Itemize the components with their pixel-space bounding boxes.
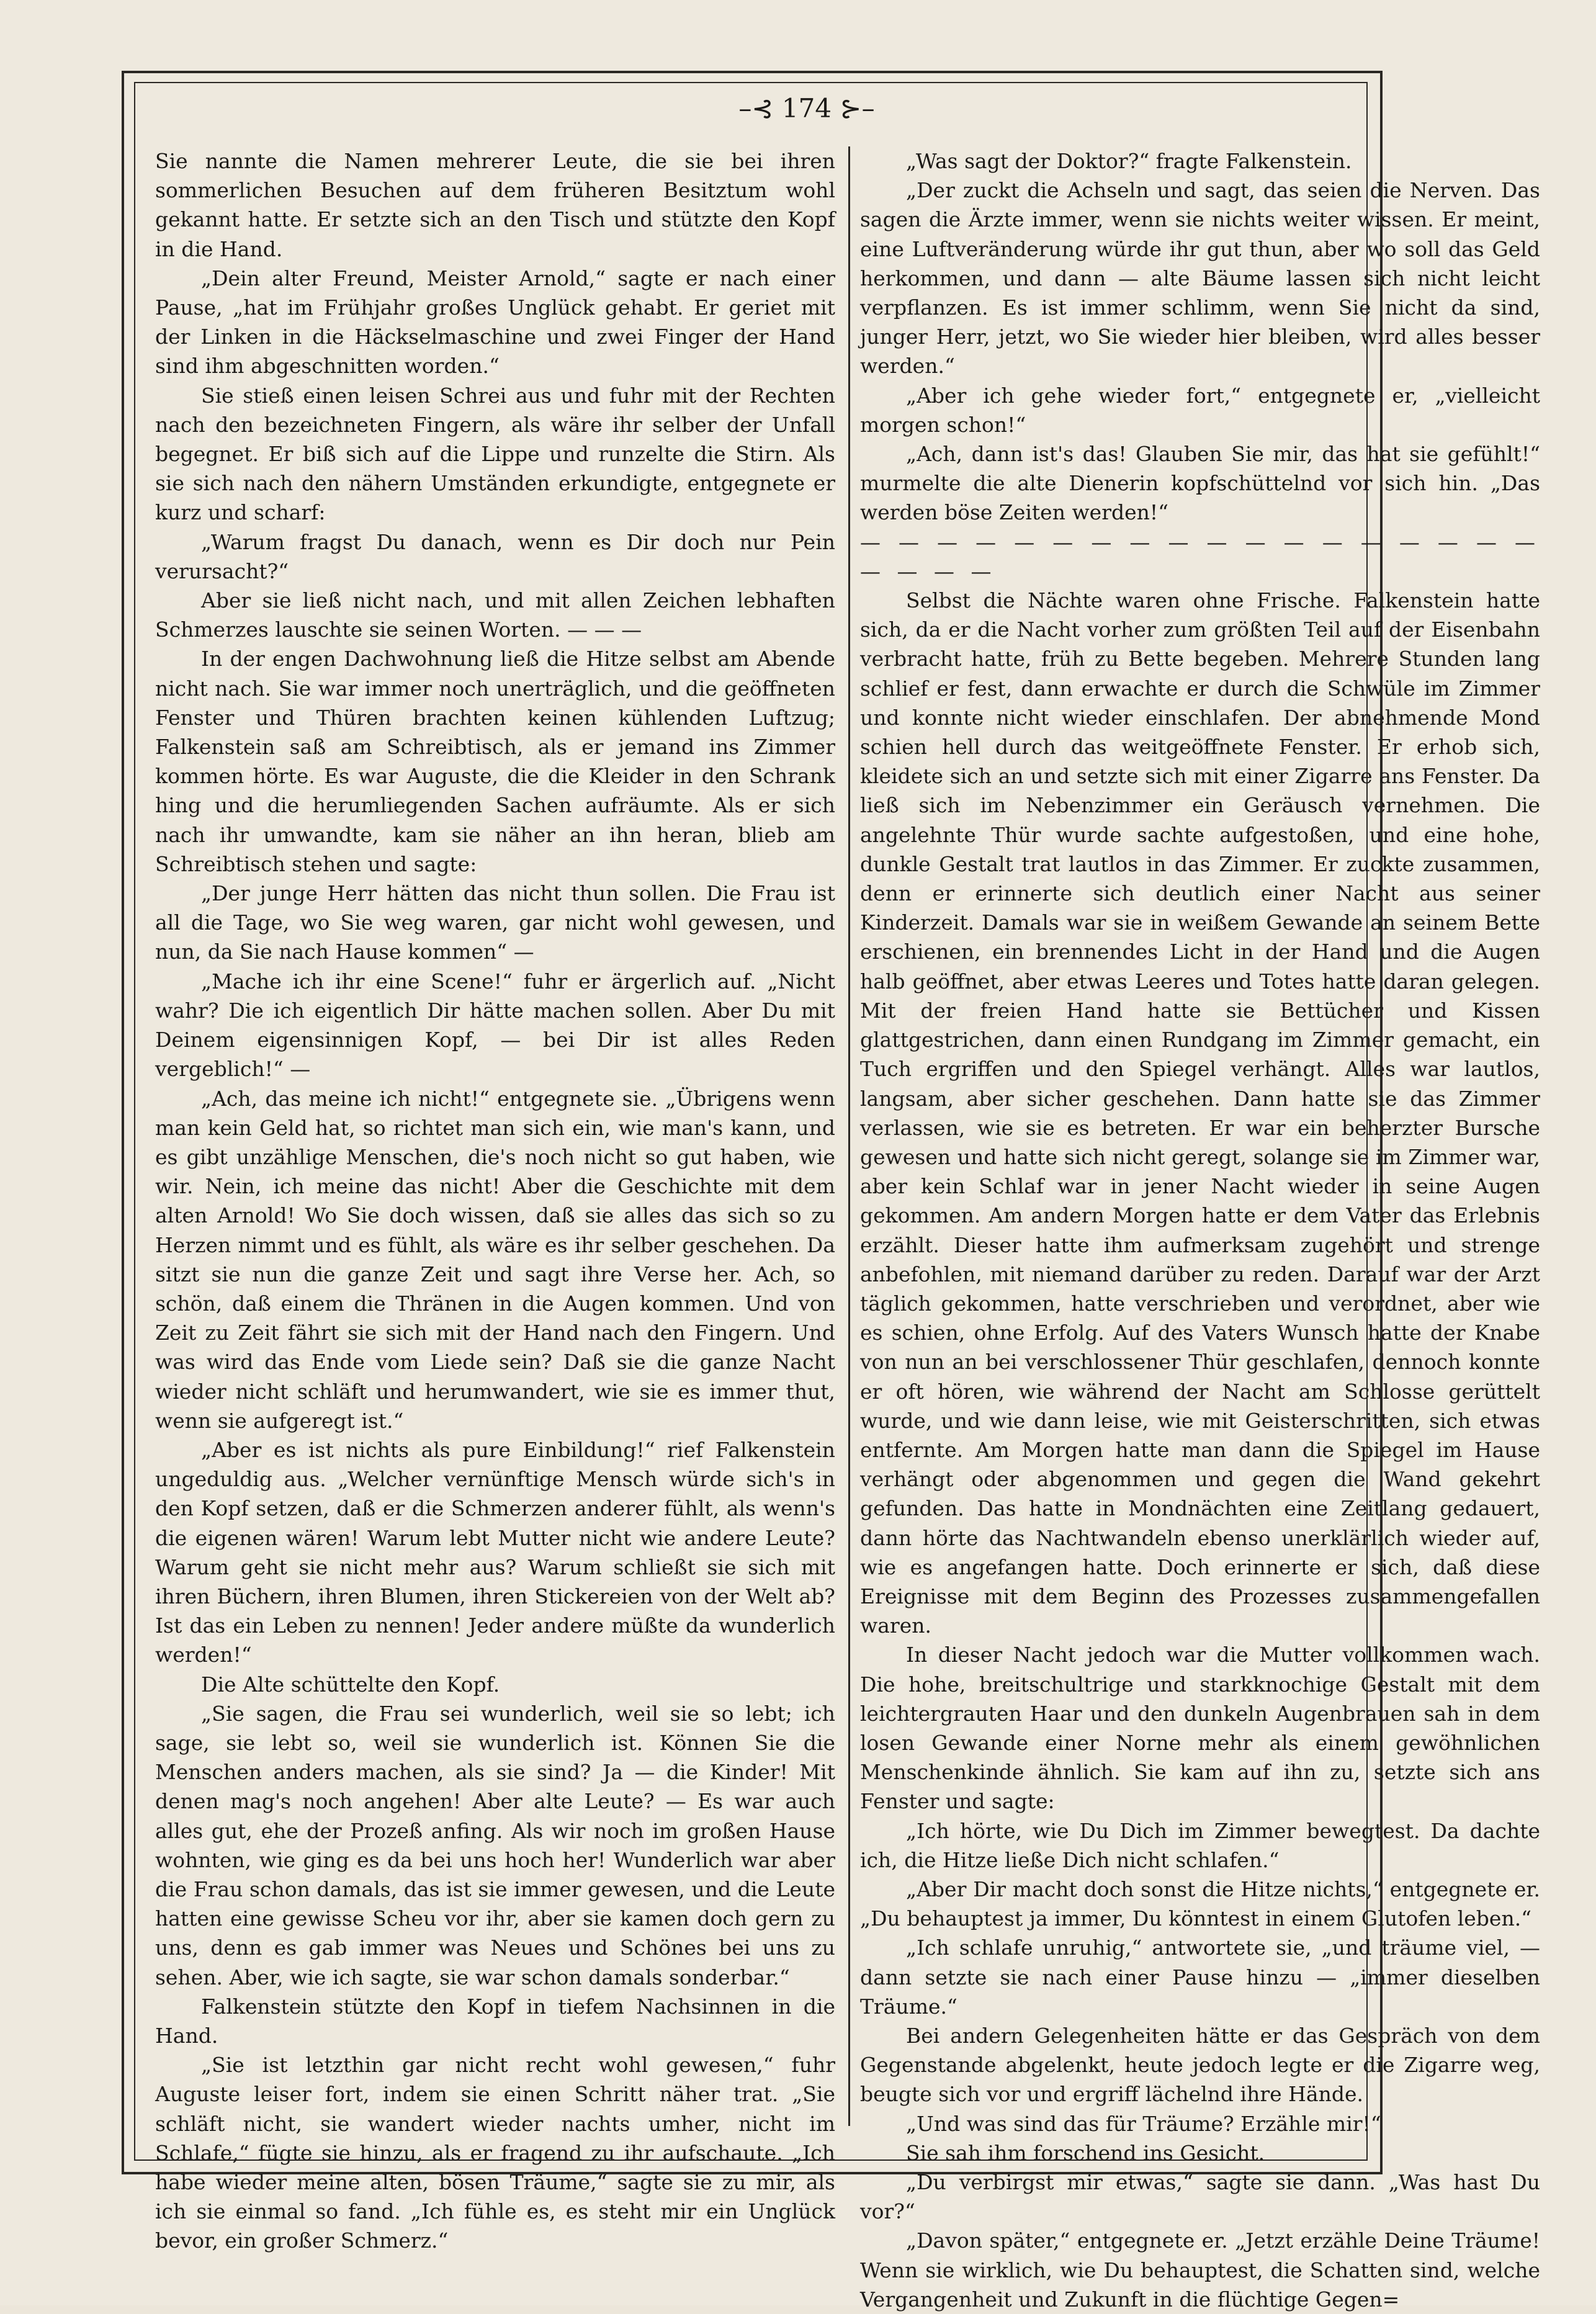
paragraph: „Aber Dir macht doch sonst die Hitze nichts,“ entgegnete er. „Du behauptest ja immer, Du könntest in einem Glutofen leben.“	[860, 1877, 1540, 1931]
paragraph: Die Alte schüttelte den Kopf.	[201, 1672, 500, 1697]
paragraph: „Sie ist letzthin gar nicht recht wohl gewesen,“ fuhr Auguste leiser fort, indem sie einen Schritt näher trat. „Sie schläft nicht, sie wandert wieder nachts umher, nicht im Schlafe,“ fügte sie hinzu, als er fragend zu ihr aufschaute. „Ich habe wieder meine alten, bösen Träume,“ sagte sie zu mir, als ich sie einmal so fand. „Ich fühle es, es steht mir ein Unglück bevor, ein großer Schmerz.“	[155, 2053, 835, 2253]
paragraph: „Ach, dann ist's das! Glauben Sie mir, das hat sie gefühlt!“ murmelte die alte Dienerin kopfschüttelnd vor sich hin. „Das werden böse Zeiten werden!“	[860, 442, 1540, 525]
paragraph: „Ich hörte, wie Du Dich im Zimmer bewegtest. Da dachte ich, die Hitze ließe Dich nicht schlafen.“	[860, 1818, 1540, 1872]
paragraph: In der engen Dachwohnung ließ die Hitze selbst am Abende nicht nach. Sie war immer noch unerträglich, und die geöffneten Fenster und Thüren brachten keinen kühlenden Luftzug; Falkenstein saß am Schreibtisch, als er jemand ins Zimmer kommen hörte. Es war Auguste, die die Kleider in den Schrank hing und die herumliegenden Sachen aufräumte. Als er sich nach ihr umwandte, kam sie näher an ihn heran, blieb am Schreibtisch stehen und sagte:	[155, 647, 835, 876]
paragraph: „Aber ich gehe wieder fort,“ entgegnete er, „vielleicht morgen schon!“	[860, 383, 1540, 437]
paragraph: „Sie sagen, die Frau sei wunderlich, weil sie so lebt; ich sage, sie lebt so, weil sie wunderlich ist. Können Sie die Menschen anders machen, als sie sind? Ja — die Kinder! Mit denen mag's noch angehen! Aber alte Leute? — Es war auch alles gut, ehe der Prozeß anfing. Als wir noch im großen Hause wohnten, wie ging es da bei uns hoch her! Wunderlich war aber die Frau schon damals, das ist sie immer gewesen, und die Leute hatten eine gewisse Scheu vor ihr, aber sie kamen doch gern zu uns, denn es gab immer was Neues und Schönes bei uns zu sehen. Aber, wie ich sagte, sie war schon damals sonderbar.“	[155, 1701, 835, 1989]
paragraph: Selbst die Nächte waren ohne Frische. Falkenstein hatte sich, da er die Nacht vorher zum größten Teil auf der Eisenbahn verbracht hatte, früh zu Bette begeben. Mehrere Stunden lang schlief er fest, dann erwachte er durch die Schwüle im Zimmer und konnte nicht wieder einschlafen. Der abnehmende Mond schien hell durch das weitgeöffnete Fenster. Er erhob sich, kleidete sich an und setzte sich mit einer Zigarre ans Fenster. Da ließ sich im Nebenzimmer ein Geräusch vernehmen. Die angelehnte Thür wurde sachte aufgestoßen, und eine hohe, dunkle Gestalt trat lautlos in das Zimmer. Er zuckte zusammen, denn er erinnerte sich deutlich einer Nacht aus seiner Kinderzeit. Damals war sie in weißem Gewande an seinem Bette erschienen, ein brennendes Licht in der Hand und die Augen halb geöffnet, aber etwas Leeres und Totes hatte daran gelegen. Mit der freien Hand hatte sie Bettücher und Kissen glattgestrichen, dann einen Rundgang im Zimmer gemacht, ein Tuch ergriffen und den Spiegel verhängt. Alles war lautlos, langsam, aber sicher geschehen. Dann hatte sie das Zimmer verlassen, wie sie es betreten. Er war ein beherzter Bursche gewesen und hatte sich nicht geregt, solange sie im Zimmer war, aber kein Schlaf war in jener Nacht wieder in seine Augen gekommen. Am andern Morgen hatte er dem Vater das Erlebnis erzählt. Dieser hatte ihm aufmerksam zugehört und strenge anbefohlen, mit niemand darüber zu reden. Darauf war der Arzt täglich gekommen, hatte verschrieben und verordnet, aber wie es schien, ohne Erfolg. Auf des Vaters Wunsch hatte der Knabe von nun an bei verschlossener Thür geschlafen, dennoch konnte er oft hören, wie während der Nacht am Schlosse gerüttelt wurde, und wie dann leise, wie mit Geisterschritten, sich etwas entfernte. Am Morgen hatte man dann die Spiegel im Hause verhängt oder abgenommen und gegen die Wand gekehrt gefunden. Das hatte in Mondnächten eine Zeitlang gedauert, dann hörte das Nachtwandeln ebenso unerklärlich wieder auf, wie es angefangen hatte. Doch erinnerte er sich, daß diese Ereignisse mit dem Beginn des Prozesses zusammengefallen waren.	[860, 588, 1540, 1638]
paragraph: Falkenstein stützte den Kopf in tiefem Nachsinnen in die Hand.	[155, 1994, 835, 2048]
paragraph: „Warum fragst Du danach, wenn es Dir doch nur Pein verursacht?“	[155, 529, 835, 583]
paragraph: „Davon später,“ entgegnete er. „Jetzt erzähle Deine Träume! Wenn sie wirklich, wie Du behauptest, die Schatten sind, welche Vergangenheit und Zukunft in die flüchtige Gegen=	[860, 2228, 1540, 2312]
paragraph: „Und was sind das für Träume? Erzähle mir!“	[906, 2111, 1381, 2136]
right-column	[860, 146, 1540, 2314]
section-break: — — — — — — — — — — — — — — — — — — — — — —	[860, 529, 1540, 583]
paragraph: „Der zuckt die Achseln und sagt, das seien die Nerven. Das sagen die Ärzte immer, wenn sie nichts weiter wissen. Er meint, eine Luftveränderung würde ihr gut thun, aber wo soll das Geld herkommen, und dann — alte Bäume lassen sich nicht leicht verpflanzen. Es ist immer schlimm, wenn Sie nicht da sind, junger Herr, jetzt, wo Sie wieder hier bleiben, wird alles besser werden.“	[860, 178, 1540, 379]
column-divider	[848, 146, 850, 2126]
paragraph: Sie sah ihm forschend ins Gesicht.	[906, 2140, 1265, 2165]
paragraph: „Was sagt der Doktor?“ fragte Falkenstein.	[906, 149, 1352, 173]
paragraph: In dieser Nacht jedoch war die Mutter vollkommen wach. Die hohe, breitschultrige und starkknochige Gestalt mit dem leichtergrauten Haar und den dunkeln Augenbrauen sah in dem losen Gewande einer Norne mehr als einem gewöhnlichen Menschenkinde ähnlich. Sie kam auf ihn zu, setzte sich ans Fenster und sagte:	[860, 1643, 1540, 1814]
paragraph: Bei andern Gelegenheiten hätte er das Gespräch von dem Gegenstande abgelenkt, heute jedoch legte er die Zigarre weg, beugte sich vor und ergriff lächelnd ihre Hände.	[860, 2024, 1540, 2107]
paragraph: „Mache ich ihr eine Scene!“ fuhr er ärgerlich auf. „Nicht wahr? Die ich eigentlich Dir hätte machen sollen. Aber Du mit Deinem eigensinnigen Kopf, — bei Dir ist alles Reden vergeblich!“ —	[155, 969, 835, 1082]
paragraph: „Der junge Herr hätten das nicht thun sollen. Die Frau ist all die Tage, wo Sie weg waren, gar nicht wohl gewesen, und nun, da Sie nach Hause kommen“ —	[155, 881, 835, 964]
paragraph: Sie stieß einen leisen Schrei aus und fuhr mit der Rechten nach den bezeichneten Fingern, als wäre ihr selber der Unfall begegnet. Er biß sich auf die Lippe und runzelte die Stirn. Als sie sich nach den nähern Umständen erkundigte, entgegnete er kurz und scharf:	[155, 383, 835, 525]
page-number: –⊰ 174 ⊱–	[738, 93, 875, 123]
paragraph: „Du verbirgst mir etwas,“ sagte sie dann. „Was hast Du vor?“	[860, 2170, 1540, 2224]
paragraph: „Dein alter Freund, Meister Arnold,“ sagte er nach einer Pause, „hat im Frühjahr großes Unglück gehabt. Er geriet mit der Linken in die Häckselmaschine und zwei Finger der Hand sind ihm abgeschnitten worden.“	[155, 266, 835, 379]
paragraph: Aber sie ließ nicht nach, und mit allen Zeichen lebhaften Schmerzes lauschte sie seinen Worten. — — —	[155, 588, 835, 642]
left-column	[155, 146, 835, 2256]
paragraph: Sie nannte die Namen mehrerer Leute, die sie bei ihren sommerlichen Besuchen auf dem früheren Besitztum wohl gekannt hatte. Er setzte sich an den Tisch und stützte den Kopf in die Hand.	[155, 149, 835, 261]
paragraph: „Aber es ist nichts als pure Einbildung!“ rief Falkenstein ungeduldig aus. „Welcher vernünftige Mensch würde sich's in den Kopf setzen, daß er die Schmerzen anderer fühlt, als wenn's die eigenen wären! Warum lebt Mutter nicht wie andere Leute? Warum geht sie nicht mehr aus? Warum schließt sie sich mit ihren Büchern, ihren Blumen, ihren Stickereien von der Welt ab? Ist das ein Leben zu nennen! Jeder andere müßte da wunderlich werden!“	[155, 1437, 835, 1667]
paragraph: „Ich schlafe unruhig,“ antwortete sie, „und träume viel, — dann setzte sie nach einer Pause hinzu — „immer dieselben Träume.“	[860, 1935, 1540, 2019]
paragraph: „Ach, das meine ich nicht!“ entgegnete sie. „Übrigens wenn man kein Geld hat, so richtet man sich ein, wie man's kann, und es gibt unzählige Menschen, die's noch nicht so gut haben, wie wir. Nein, ich meine das nicht! Aber die Geschichte mit dem alten Arnold! Wo Sie doch wissen, daß sie alles das sich so zu Herzen nimmt und es fühlt, als wäre es ihr selber geschehen. Da sitzt sie nun die ganze Zeit und sagt ihre Verse her. Ach, so schön, daß einem die Thränen in die Augen kommen. Und von Zeit zu Zeit fährt sie sich mit der Hand nach den Fingern. Und was wird das Ende vom Liede sein? Daß sie die ganze Nacht wieder nicht schläft und herumwandert, wie sie es immer thut, wenn sie aufgeregt ist.“	[155, 1086, 835, 1433]
